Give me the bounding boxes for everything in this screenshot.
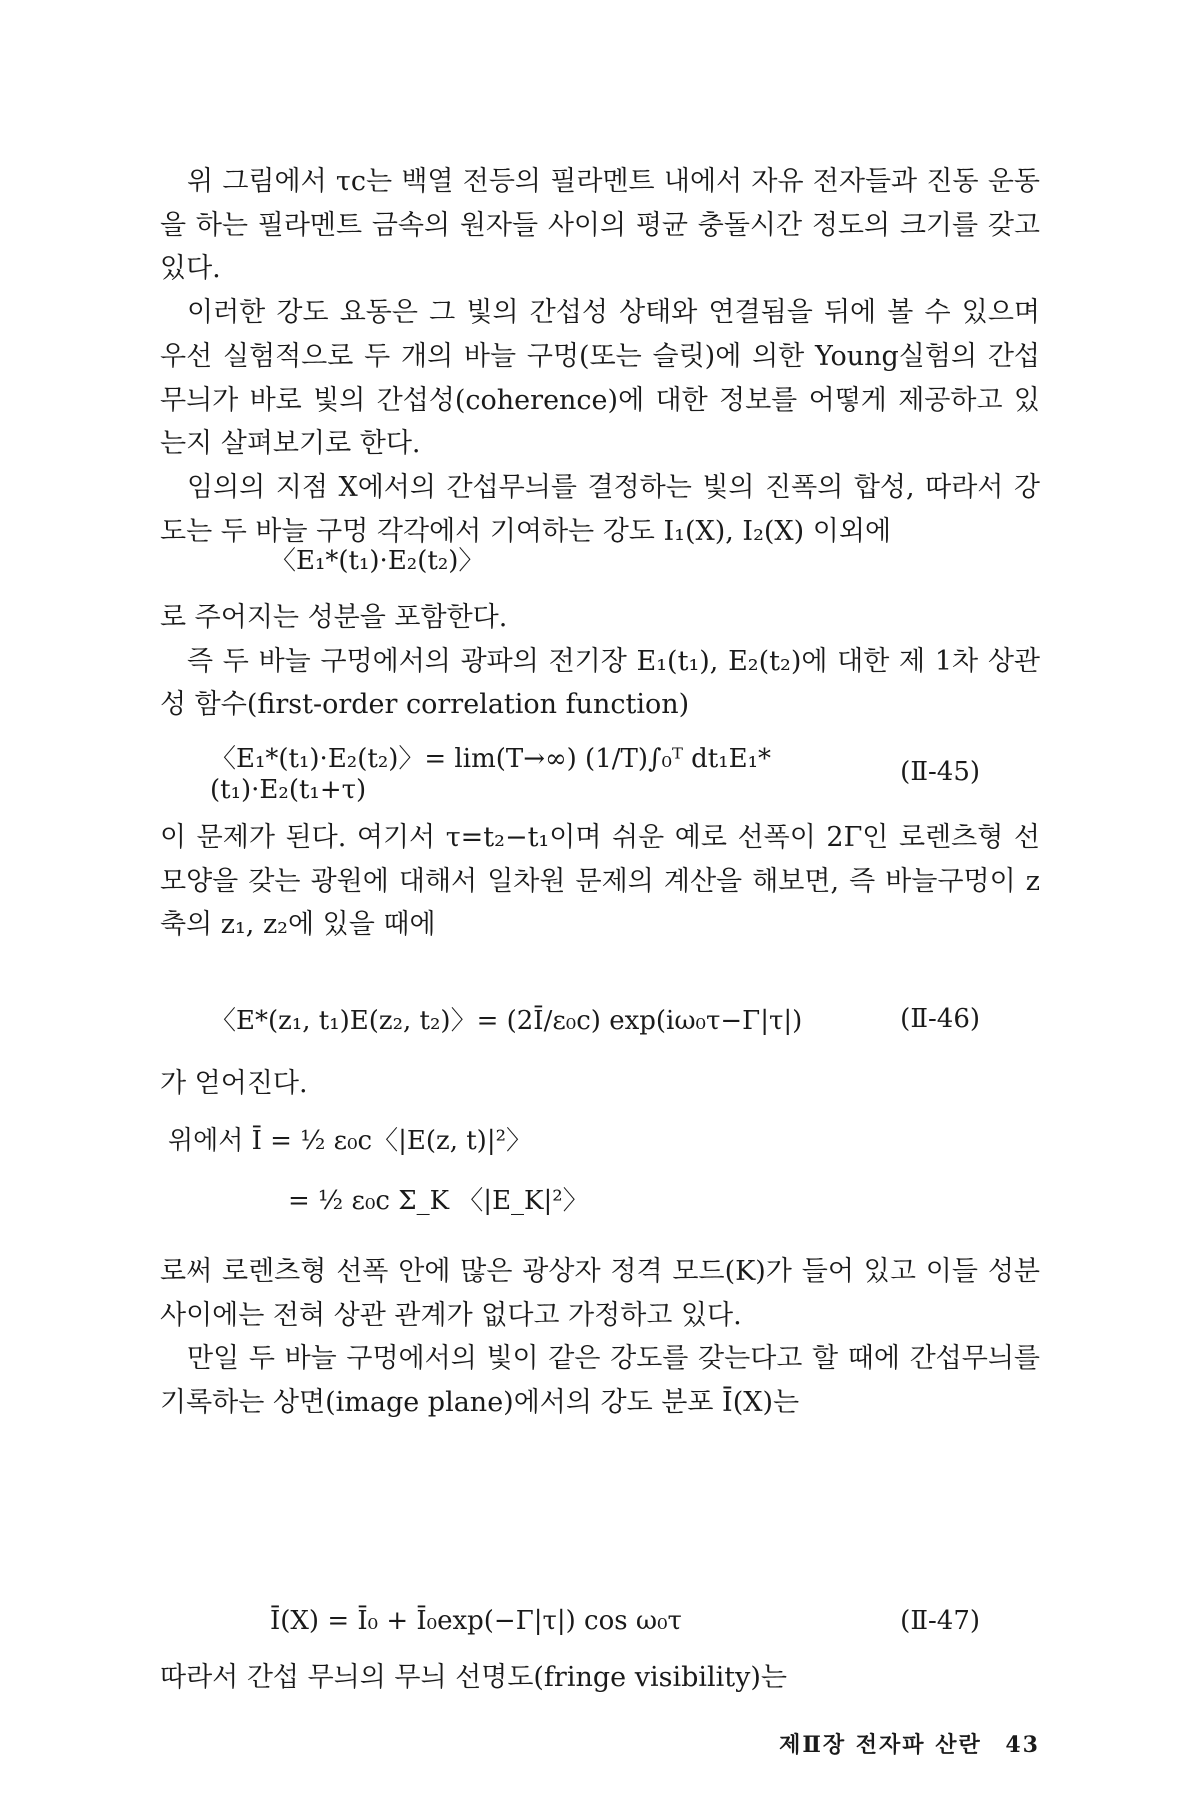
paragraph: 이 문제가 된다. 여기서 τ=t₂−t₁이며 쉬운 예로 선폭이 2Γ인 로렌츠형 선 모양을 갖는 광원에 대해서 일차원 문제의 계산을 해보면, 즉 바늘구멍이 z축의 z₁, z₂에 있을 때에 [160,822,1040,941]
definition-line-2: = ½ ε₀c Σ_K 〈|E_K|²〉 [288,1186,589,1216]
equation-formula: 〈E₁*(t₁)·E₂(t₂)〉= lim(T→∞) (1/T)∫₀ᵀ dt₁E₁*(t₁)·E₂(t₁+τ) [210,744,772,805]
text-block-mid2 [160,816,1040,947]
paragraph: 로써 로렌츠형 선폭 안에 많은 광상자 정격 모드(K)가 들어 있고 이들 성분 사이에는 전혀 상관 관계가 없다고 가정하고 있다. [160,1256,1040,1331]
equation-formula: 〈E*(z₁, t₁)E(z₂, t₂)〉= (2Ī/ε₀c) exp(iω₀τ−Γ|τ|) [210,1006,803,1036]
text-block-bottom [160,1250,1040,1425]
text-block-mid [160,596,1040,727]
equation-number: (Ⅱ-45) [900,756,980,787]
text-block-after46 [160,1062,1040,1106]
equation-number: (Ⅱ-46) [900,1003,980,1034]
definition-line-1: 위에서 Ī = ½ ε₀c〈|E(z, t)|²〉 [168,1126,533,1156]
equation-46 [210,1000,980,1037]
equation-formula: Ī(X) = Ī₀ + Ī₀exp(−Γ|τ|) cos ω₀τ [270,1606,682,1636]
chapter-title: 제Ⅱ장 전자파 산란 [779,1732,982,1758]
text-block-top [160,160,1040,554]
equation-inline-center: 〈E₁*(t₁)·E₂(t₂)〉 [270,546,485,576]
paragraph: 가 얻어진다. [160,1068,308,1099]
equation-45 [210,738,980,805]
paragraph: 위 그림에서 τc는 백열 전등의 필라멘트 내에서 자유 전자들과 진동 운동을 하는 필라멘트 금속의 원자들 사이의 평균 충돌시간 정도의 크기를 갖고 있다. [160,166,1040,285]
paragraph: 임의의 지점 X에서의 간섭무늬를 결정하는 빛의 진폭의 합성, 따라서 강도는 두 바늘 구멍 각각에서 기여하는 강도 I₁(X), I₂(X) 이외에 [160,472,1040,547]
text-block-last [160,1656,1040,1700]
page-footer [779,1728,1040,1759]
paragraph: 즉 두 바늘 구멍에서의 광파의 전기장 E₁(t₁), E₂(t₂)에 대한 제 1차 상관성 함수(first-order correlation function) [160,645,1040,721]
equation-number: (Ⅱ-47) [900,1606,980,1636]
paragraph: 따라서 간섭 무늬의 무늬 선명도(fringe visibility)는 [160,1662,787,1693]
paragraph: 로 주어지는 성분을 포함한다. [160,602,508,633]
paragraph: 만일 두 바늘 구멍에서의 빛이 같은 강도를 갖는다고 할 때에 간섭무늬를 기록하는 상면(image plane)에서의 강도 분포 Ī(X)는 [160,1343,1040,1419]
paragraph: 이러한 강도 요동은 그 빛의 간섭성 상태와 연결됨을 뒤에 볼 수 있으며 우선 실험적으로 두 개의 바늘 구멍(또는 슬릿)에 의한 Young실험의 간섭 무늬가 바로 빛의 간섭성(coherence)에 대한 정보를 어떻게 제공하고 있는지 살펴보기로 한다. [160,297,1040,460]
page-number: 43 [1005,1732,1040,1758]
equation-47 [270,1606,980,1636]
